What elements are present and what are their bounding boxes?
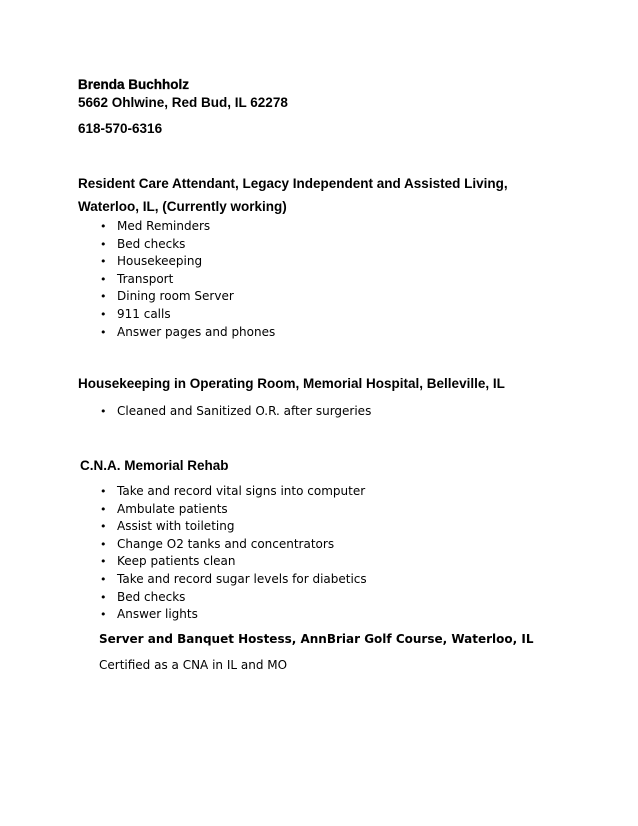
bullet-icon: •	[100, 485, 107, 498]
duty-list-resident-care	[100, 218, 275, 341]
duty-text: 911 calls	[117, 306, 171, 321]
list-item	[100, 253, 275, 271]
bullet-icon: •	[100, 502, 107, 516]
applicant-address: 5662 Ohlwine, Red Bud, IL 62278	[78, 95, 288, 110]
duty-list-cna	[100, 483, 367, 624]
bullet-icon: •	[100, 608, 107, 622]
list-item	[100, 518, 367, 536]
bullet-icon: •	[100, 537, 107, 551]
duty-text: Change O2 tanks and concentrators	[117, 536, 335, 551]
duty-text: Ambulate patients	[117, 501, 228, 516]
bullet-icon: •	[100, 255, 107, 269]
job-title-resident-care: Resident Care Attendant, Legacy Independent and Assisted Living, Waterloo, IL, (Currently working)	[78, 176, 508, 214]
bullet-icon: •	[100, 272, 107, 286]
job-title-housekeeping: Housekeeping in Operating Room, Memorial Hospital, Belleville, IL	[78, 376, 505, 391]
duty-text: Take and record sugar levels for diabetics	[117, 571, 367, 586]
server-job-title: Server and Banquet Hostess, AnnBriar Golf Course, Waterloo, IL	[99, 632, 534, 646]
bullet-icon: •	[100, 555, 107, 569]
bullet-icon: •	[100, 572, 107, 586]
bullet-icon: •	[100, 520, 107, 534]
list-item	[100, 271, 275, 289]
list-item	[100, 218, 275, 236]
bullet-icon: •	[100, 220, 107, 233]
duty-text: Take and record vital signs into computer	[117, 484, 366, 498]
certification-text: Certified as a CNA in IL and MO	[99, 658, 288, 672]
list-item	[100, 589, 367, 607]
duty-text: Med Reminders	[117, 219, 211, 233]
duty-text: Transport	[117, 271, 174, 286]
list-item	[100, 553, 367, 571]
duty-text: Answer lights	[117, 607, 198, 622]
job-title-cna: C.N.A. Memorial Rehab	[80, 458, 229, 473]
duty-text: Assist with toileting	[117, 519, 235, 534]
duty-text: Housekeeping	[117, 254, 203, 269]
bullet-icon: •	[100, 237, 107, 251]
list-item	[100, 236, 275, 254]
bullet-icon: •	[100, 405, 107, 418]
applicant-phone: 618-570-6316	[78, 121, 163, 136]
list-item	[100, 306, 275, 324]
duty-list-housekeeping	[100, 403, 371, 421]
applicant-name: Brenda Buchholz	[78, 77, 190, 92]
bullet-icon: •	[100, 290, 107, 304]
duty-text: Cleaned and Sanitized O.R. after surgeries	[117, 404, 372, 418]
list-item	[100, 324, 275, 342]
list-item	[100, 571, 367, 589]
list-item	[100, 483, 367, 501]
duty-text: Answer pages and phones	[117, 324, 276, 339]
duty-text: Keep patients clean	[117, 554, 236, 569]
list-item	[100, 288, 275, 306]
list-item	[100, 606, 367, 624]
bullet-icon: •	[100, 590, 107, 604]
duty-text: Bed checks	[117, 236, 186, 251]
bullet-icon: •	[100, 307, 107, 321]
list-item	[100, 403, 371, 421]
bullet-icon: •	[100, 325, 107, 339]
list-item	[100, 536, 367, 554]
duty-text: Bed checks	[117, 589, 186, 604]
duty-text: Dining room Server	[117, 289, 234, 304]
list-item	[100, 501, 367, 519]
